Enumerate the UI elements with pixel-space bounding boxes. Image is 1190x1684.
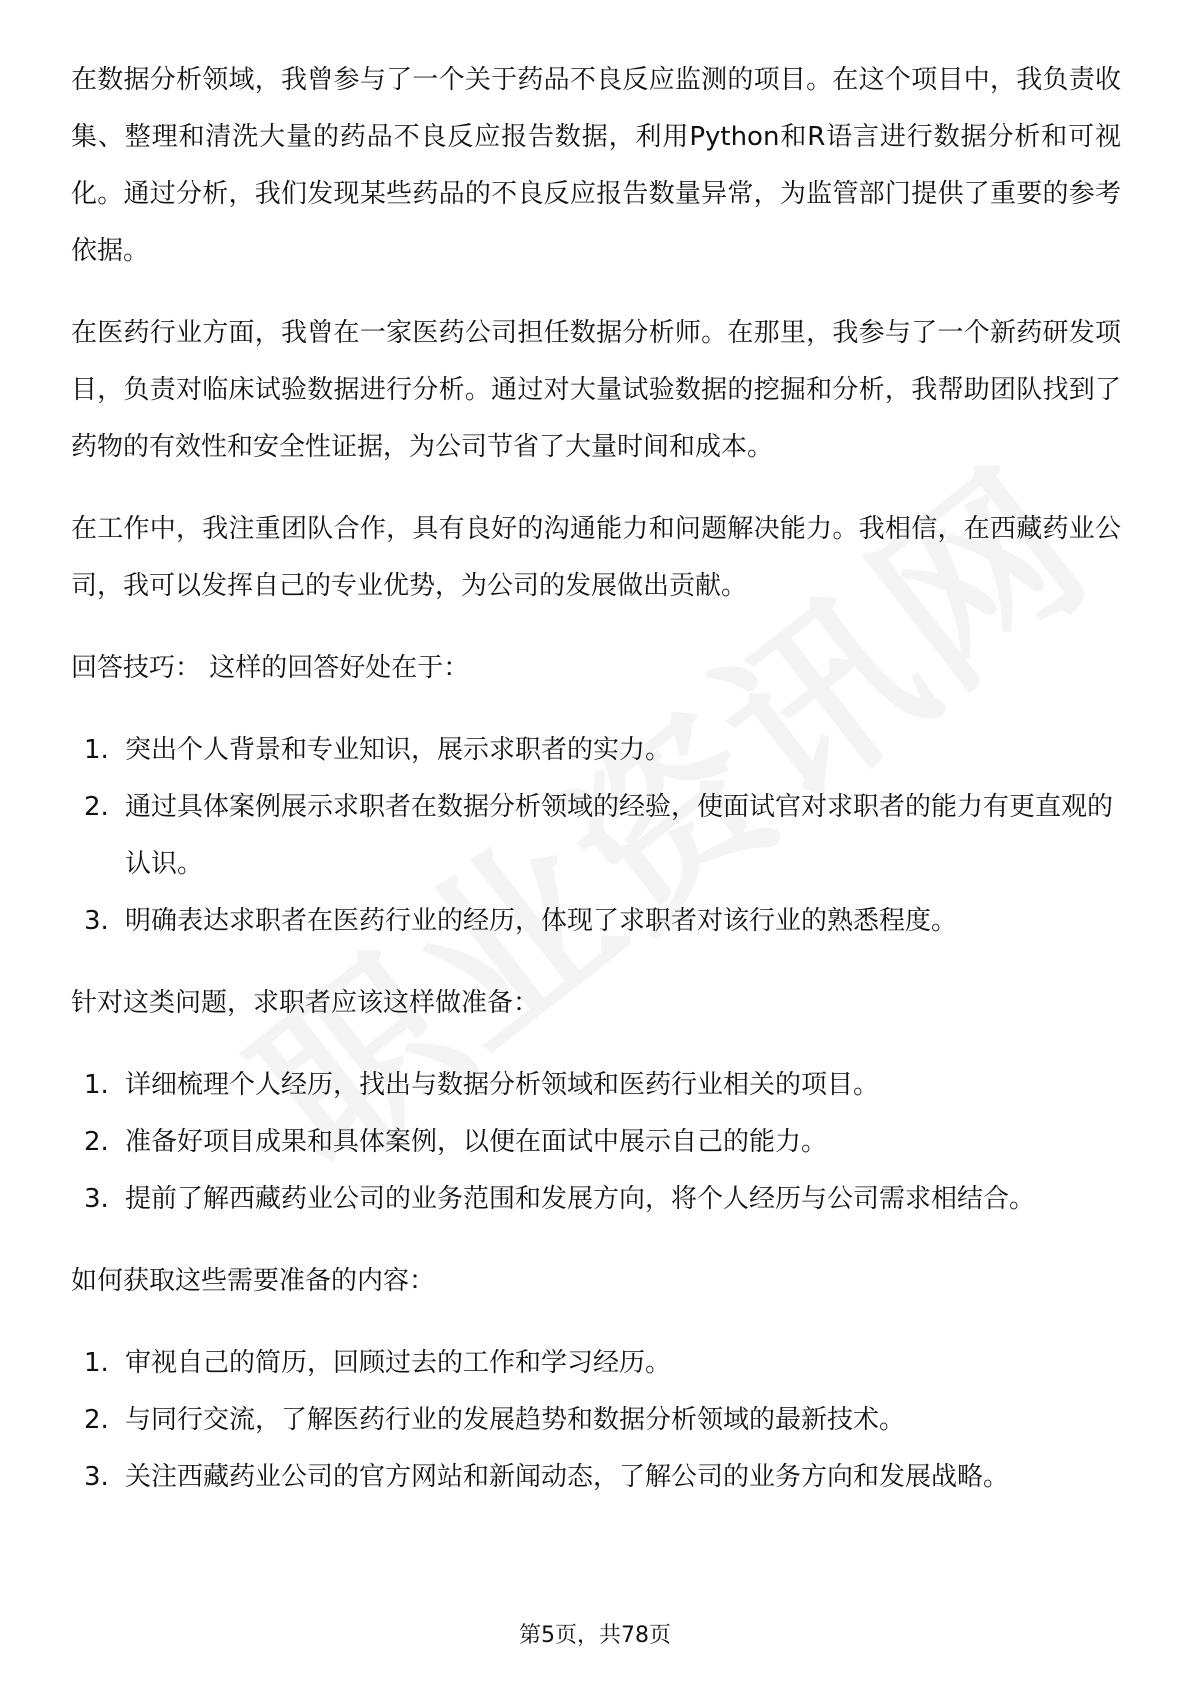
list-text: 通过具体案例展示求职者在数据分析领域的经验，使面试官对求职者的能力有更直观的认识。 [125,792,1114,879]
list-item [71,779,1121,893]
tips-heading: 回答技巧： 这样的回答好处在于： [71,653,470,683]
sources-list [71,1335,1121,1506]
list-item [71,1114,1121,1171]
page-number: 第5页，共78页 [519,1623,671,1648]
list-item [71,1392,1121,1449]
paragraph-pharma-industry: 在医药行业方面，我曾在一家医药公司担任数据分析师。在那里，我参与了一个新药研发项目，负责对临床试验数据进行分析。通过对大量试验数据的挖掘和分析，我帮助团队找到了药物的有效性和安全性证据，为公司节省了大量时间和成本。 [71,318,1121,462]
list-number: 1. [84,735,109,765]
list-number: 3. [84,1184,109,1214]
list-number: 2. [84,1127,109,1157]
list-text: 明确表达求职者在医药行业的经历，体现了求职者对该行业的熟悉程度。 [125,906,958,936]
list-number: 3. [84,906,109,936]
list-item [71,1171,1121,1228]
paragraph-teamwork: 在工作中，我注重团队合作，具有良好的沟通能力和问题解决能力。我相信，在西藏药业公司，我可以发挥自己的专业优势，为公司的发展做出贡献。 [71,514,1121,601]
list-item [71,722,1121,779]
list-number: 2. [84,1405,109,1435]
list-number: 2. [84,792,109,822]
list-text: 审视自己的简历，回顾过去的工作和学习经历。 [125,1348,672,1378]
list-text: 详细梳理个人经历，找出与数据分析领域和医药行业相关的项目。 [125,1070,880,1100]
list-item [71,1057,1121,1114]
list-item [71,1335,1121,1392]
page-footer [0,1621,1190,1651]
prepare-list [71,1057,1121,1228]
sources-heading: 如何获取这些需要准备的内容： [71,1266,436,1296]
list-text: 关注西藏药业公司的官方网站和新闻动态，了解公司的业务方向和发展战略。 [125,1462,1010,1492]
paragraph-data-analysis: 在数据分析领域，我曾参与了一个关于药品不良反应监测的项目。在这个项目中，我负责收集、整理和清洗大量的药品不良反应报告数据，利用Python和R语言进行数据分析和可视化。通过分析，我们发现某些药品的不良反应报告数量异常，为监管部门提供了重要的参考依据。 [71,65,1121,266]
list-number: 1. [84,1070,109,1100]
list-item [71,1449,1121,1506]
tips-list [71,722,1121,950]
prepare-heading: 针对这类问题，求职者应该这样做准备： [71,988,540,1018]
list-text: 与同行交流，了解医药行业的发展趋势和数据分析领域的最新技术。 [125,1405,906,1435]
list-number: 3. [84,1462,109,1492]
list-number: 1. [84,1348,109,1378]
document-body [71,52,1121,1531]
list-text: 准备好项目成果和具体案例，以便在面试中展示自己的能力。 [125,1127,828,1157]
list-item [71,893,1121,950]
list-text: 提前了解西藏药业公司的业务范围和发展方向，将个人经历与公司需求相结合。 [125,1184,1036,1214]
list-text: 突出个人背景和专业知识，展示求职者的实力。 [125,735,672,765]
